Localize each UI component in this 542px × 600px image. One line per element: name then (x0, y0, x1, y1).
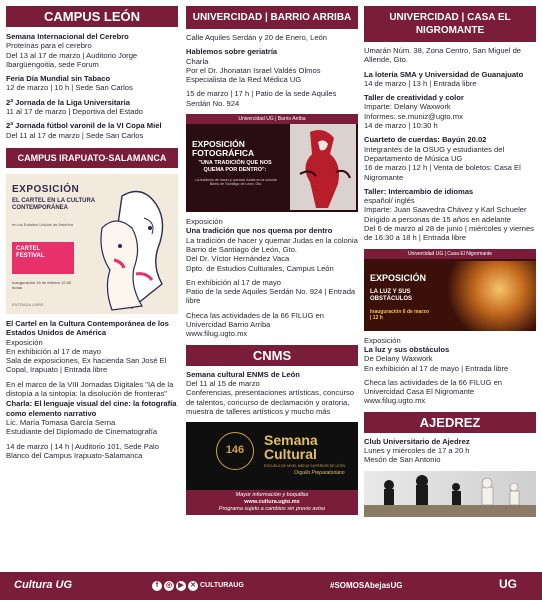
poster-footer: ENTRADA LIBRE (12, 301, 44, 307)
event-line: Patio de la sede Aquiles Serdán No. 924 | Entrada libre (186, 287, 356, 306)
event-title: El Cartel en la Cultura Contemporánea de los Estados Unidos de América (6, 318, 169, 338)
event-title: Cuarteto de cuerdas: Bayún 20.02 (364, 135, 487, 145)
poster-info: La tradición de hacer y quemar Judas en la colonia Barrio de Santiago de León, Gto. (195, 178, 277, 187)
event-line: 16 de marzo | 12 h | Venta de boletos: Casa El Nigromante (364, 163, 521, 182)
faces-illustration (92, 188, 176, 312)
event-item (6, 32, 178, 69)
event-title: La luz y sus obstáculos (364, 344, 450, 354)
event-item (6, 74, 178, 93)
address-line: Calle Aquiles Serdán y 20 de Enero, León (186, 33, 328, 42)
x-twitter-icon[interactable]: ✕ (188, 581, 198, 591)
event-item (364, 378, 536, 406)
judas-figure-illustration (290, 124, 356, 210)
section-header-cnms: CNMS (186, 345, 358, 366)
poster-small: en los Estados Unidos de América (12, 221, 73, 227)
event-line: Sala de exposiciones, Ex hacienda San José El Copal, Irapuato | Entrada libre (6, 356, 167, 375)
poster-info: Inauguración 15 de febrero 12:00 horas (12, 279, 72, 290)
footer-handle: CULTURAUG (200, 582, 244, 589)
event-title: Charla: El lenguaje visual del cine: la fotografía como elemento narrativo (6, 399, 177, 418)
event-title: Feria Día Mundial sin Tabaco (6, 74, 111, 84)
event-title: Semana Internacional del Cerebro (6, 32, 129, 41)
section-header-campus-leon: CAMPUS LEÓN (6, 6, 178, 27)
event-title: Semana cultural ENMS de León (186, 369, 300, 379)
section-header-campus-irapuato: CAMPUS IRAPUATO-SALAMANCA (6, 148, 178, 168)
event-line: En exhibición al 17 de mayo | Entrada libre (364, 363, 509, 373)
event-line: Del 11 al 15 de marzo (186, 378, 260, 388)
event-line: 14 de marzo | 14 h | Auditorio 101, Sede Palo Blanco del Campus Irapuato-Salamanca (6, 441, 159, 460)
event-item (186, 311, 358, 339)
event-line: Del 11 al 17 de marzo | Sede San Carlos (6, 130, 144, 140)
filug-link[interactable]: www.filug.ugto.mx (186, 329, 248, 339)
event-item (186, 370, 358, 416)
event-title: 2ª Jornada de la Liga Universitaria (6, 97, 130, 107)
poster-title: EXPOSICIÓN FOTOGRÁFICA (192, 139, 255, 159)
info-bar-url[interactable]: www.cultura.ugto.mx (244, 499, 300, 506)
event-line: Lic. María Tomasa García Serna (6, 417, 116, 427)
poster-school: ESCUELA DE NIVEL MEDIO SUPERIOR DE LEÓN (264, 464, 345, 469)
event-line: Integrantes de la OSUG y estudiantes del Departamento de Música UG (364, 144, 505, 163)
event-line: Checa las actividades de la 66 FILUG en Univercidad Casa El Nigromante (364, 377, 503, 397)
event-line: Por el Dr. Jhonatan Israel Valdés Olmos (186, 65, 321, 75)
section-header-casa-nigromante: UNIVERCIDAD | CASA EL NIGROMANTE (364, 6, 536, 42)
poster-logo: 146 (216, 432, 254, 470)
facebook-icon[interactable]: f (152, 581, 162, 591)
poster-info: Inauguración 6 de marzo | 12 h (370, 308, 429, 321)
event-title: 2ª Jornada fútbol varonil de la VI Copa Miel (6, 121, 162, 131)
event-line: Informes: se.muniz@ugto.mx (364, 111, 463, 121)
poster-word-semana: Semana (264, 432, 318, 449)
social-icons (152, 581, 198, 591)
semana-cultural-poster (186, 422, 358, 490)
event-line: La tradición de hacer y quemar Judas en la colonia Barrio de Santiago de León, Gto. (186, 235, 358, 254)
event-item (364, 187, 536, 243)
event-line: En exhibición al 17 de mayo (6, 346, 101, 356)
event-line: Del 6 de marzo al 28 de junio | miércoles y viernes de 16:30 a 18 h | Entrada libre (364, 224, 534, 243)
chess-photo (364, 471, 536, 517)
event-item (186, 217, 358, 273)
address (186, 33, 358, 42)
event-item (6, 380, 178, 399)
event-title: Taller: Intercambio de idiomas (364, 186, 474, 196)
poster-tagline: Orgullo Preparatoriano (294, 470, 345, 477)
event-item (364, 70, 536, 89)
youtube-icon[interactable]: ▶ (176, 581, 186, 591)
event-line: Imparte: Juan Saavedra Chávez y Karl Schueler (364, 205, 527, 215)
event-title: Taller de creatividad y color (364, 93, 464, 103)
footer-hashtag: #SOMOSAbejasUG (330, 581, 403, 590)
footer-bar (0, 572, 542, 600)
event-line: Del Dr. Víctor Hernández Vaca (186, 254, 290, 264)
poster-word-cultural: Cultural (264, 446, 317, 463)
event-item (364, 437, 536, 465)
event-item (186, 89, 358, 108)
event-item (364, 93, 536, 130)
event-item (364, 336, 536, 373)
event-item (364, 135, 536, 181)
event-line: Lunes y miércoles de 17 a 20 h (364, 446, 470, 456)
event-line: En el marco de la VIII Jornadas Digitales "IA de la distopía a la sintopía: la disolución de fronteras" (6, 379, 174, 399)
column-campus-leon (6, 6, 178, 460)
info-bar (186, 490, 358, 515)
event-line: 14 de marzo | 10:30 h (364, 121, 438, 131)
event-line: Del 13 al 17 de marzo | Auditorio Jorge Ibargüengoitia, sede Forum (6, 50, 138, 69)
event-item (6, 98, 178, 117)
event-line: 14 de marzo | 13 h | Entrada libre (364, 78, 477, 88)
event-line: Dpto. de Estudios Culturales, Campus León (186, 263, 334, 273)
event-line: Estudiante del Diplomado de Cinematografía (6, 427, 158, 437)
poster-title: EXPOSICIÓN (370, 272, 427, 283)
event-title: Hablemos sobre geriatría (186, 47, 278, 57)
chess-pieces-illustration (364, 471, 536, 517)
poster-box: CARTEL FESTIVAL (12, 242, 74, 274)
poster-subtitle: LA LUZ Y SUS OBSTÁCULOS (370, 288, 412, 302)
event-line: 12 de marzo | 10 h | Sede San Carlos (6, 83, 133, 93)
poster-title: EXPOSICIÓN (12, 183, 80, 195)
info-bar-label: Mayor información y boquillas (235, 492, 309, 499)
event-item (6, 442, 178, 461)
event-line: Exposición (6, 337, 43, 347)
event-item (186, 278, 358, 306)
column-barrio-arriba (186, 6, 358, 515)
event-title: Club Universitario de Ajedrez (364, 436, 470, 446)
section-header-ajedrez: AJEDREZ (364, 412, 536, 433)
event-line: 11 al 17 de marzo | Deportiva del Estado (6, 107, 143, 117)
address (364, 46, 536, 65)
section-header-barrio-arriba: UNIVERCIDAD | BARRIO ARRIBA (186, 6, 358, 29)
exposition-poster (6, 174, 178, 314)
event-line: En exhibición al 17 de mayo (186, 277, 281, 287)
event-item (6, 399, 178, 436)
event-line: De Delany Waxwork (364, 354, 433, 364)
event-line: Conferencias, presentaciones artísticas, concurso de talentos, concurso de declamación y oratoria, muestra de talleres artísticos y mucho más (186, 388, 354, 416)
event-title: La lotería SMA y Universidad de Guanajuato (364, 69, 524, 79)
event-line: Dirigido a personas de 15 años en adelante (364, 214, 511, 224)
event-line: Charla (186, 56, 209, 66)
footer-brand: Cultura UG (14, 579, 73, 591)
poster-quote: "UNA TRADICIÓN QUE NOS QUEMA POR DENTRO": (198, 160, 272, 173)
event-item (6, 319, 178, 375)
poster-topbar: Univercidad UG | Barrio Arriba (186, 114, 358, 124)
event-item (6, 121, 178, 140)
poster-topbar: Univercidad UG | Casa El Nigromante (364, 249, 536, 259)
poster-subtitle: EL CARTEL EN LA CULTURA CONTEMPORÁNEA (12, 197, 95, 211)
instagram-icon[interactable]: ◎ (165, 582, 173, 589)
event-line: español/ inglés (364, 196, 415, 206)
poster-glow-image (444, 261, 536, 331)
event-line: Mesón de San Antonio (364, 455, 441, 465)
address-line: Umarán Núm. 38, Zona Centro, San Miguel de Allende, Gto. (364, 46, 522, 65)
ug-logo: UG (499, 577, 517, 591)
event-line: Proteínas para el cerebro (6, 41, 92, 51)
event-line: Checa las actividades de la 66 FILUG en Univercidad Barrio Arriba (186, 310, 325, 330)
info-bar-note: Programa sujeto a cambios sin previo aviso (218, 506, 326, 513)
event-line: 15 de marzo | 17 h | Patio de la sede Aquiles Serdán No. 924 (186, 89, 337, 108)
event-pre: Exposición (364, 335, 401, 345)
light-exhibition-poster (364, 249, 536, 331)
column-casa-nigromante (364, 6, 536, 517)
event-line: Imparte: Delany Waxwork (364, 102, 451, 112)
event-title: Una tradición que nos quema por dentro (186, 226, 333, 236)
event-line: Especialista de la Red Médica UG (186, 75, 302, 85)
event-item (186, 47, 358, 84)
filug-link[interactable]: www.filug.ugto.mx (364, 396, 426, 406)
event-pre: Exposición (186, 217, 223, 227)
photo-exhibition-poster (186, 114, 358, 212)
